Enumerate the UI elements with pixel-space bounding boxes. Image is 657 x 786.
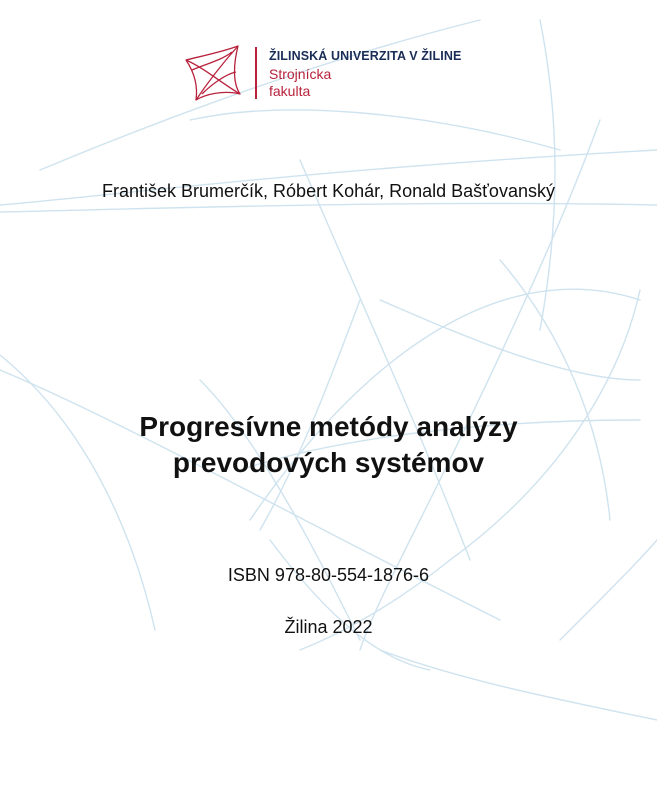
isbn: ISBN 978-80-554-1876-6 — [227, 565, 430, 585]
place-and-year: Žilina 2022 — [284, 617, 373, 637]
book-title-line2: prevodových systémov — [172, 447, 485, 478]
logo-divider — [255, 47, 257, 99]
university-logo-block — [180, 40, 480, 106]
book-title-line1: Progresívne metódy analýzy — [139, 411, 518, 442]
university-logo-icon — [182, 42, 244, 104]
authors: František Brumerčík, Róbert Kohár, Ronald Bašťovanský — [102, 181, 555, 201]
faculty-name-line2: fakulta — [269, 83, 311, 99]
university-name: ŽILINSKÁ UNIVERZITA V ŽILINE — [269, 49, 462, 63]
book-title — [0, 409, 657, 481]
faculty-name-line1: Strojnícka — [269, 66, 332, 82]
